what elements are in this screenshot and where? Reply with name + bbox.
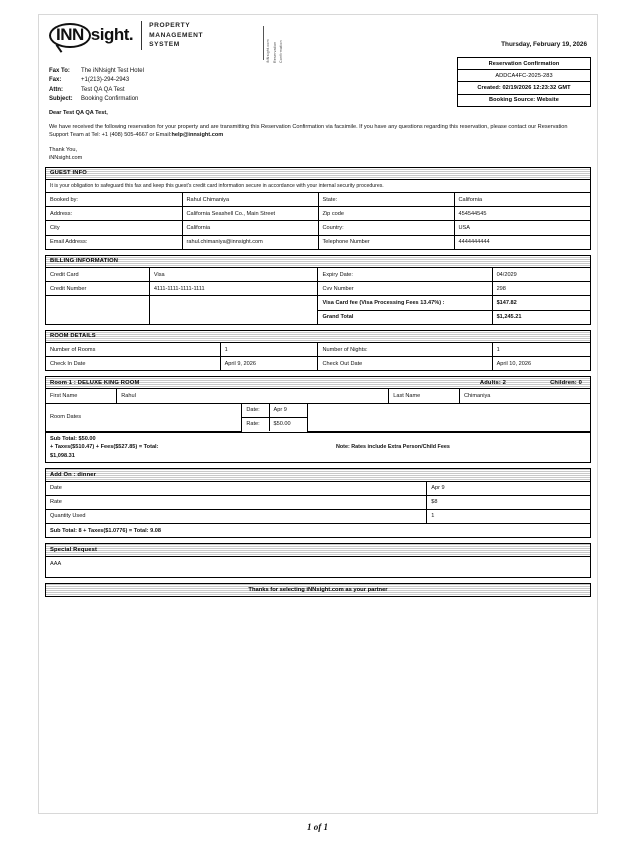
rate-date-value: Apr 9 — [269, 403, 307, 417]
page-number: 1 of 1 — [307, 822, 328, 832]
last-name-label: Last Name — [389, 389, 460, 402]
address-value: California Seashell Co., Main Street — [182, 207, 318, 221]
billing-table — [46, 268, 590, 324]
table-row — [46, 343, 590, 357]
rate-amount-label: Rate: — [242, 417, 269, 431]
signoff-line-2: iNNsight.com — [49, 154, 83, 161]
logo-tagline — [141, 21, 203, 50]
billing-blank-2 — [149, 296, 318, 310]
address-label: Address: — [46, 207, 182, 221]
confirmation-source: Booking Source: Website — [489, 97, 559, 104]
fax-barcode — [263, 23, 319, 65]
num-rooms-value: 1 — [220, 343, 318, 357]
letter-body — [45, 105, 591, 162]
logo-sight-text: sight — [90, 24, 129, 44]
fax-value: +1(213)-294-2943 — [81, 77, 130, 84]
addon-qty-value: 1 — [427, 509, 590, 523]
addon-totals — [46, 523, 590, 537]
num-nights-value: 1 — [492, 343, 590, 357]
telephone-value: 4444444444 — [454, 235, 590, 249]
table-row — [46, 268, 590, 282]
room-1-taxes-fees: + Taxes($510.47) + Fees($527.85) = Total: — [50, 444, 159, 451]
table-row — [46, 509, 590, 523]
special-request-title: Special Request — [50, 547, 98, 554]
room-details-header — [46, 331, 590, 343]
table-row — [46, 296, 590, 310]
addon-date-label: Date — [46, 482, 427, 496]
addon-table — [46, 482, 590, 524]
table-row — [46, 221, 590, 235]
guest-info-title: GUEST INFO — [50, 170, 87, 177]
cvv-value: 298 — [492, 282, 590, 296]
room-details-title: ROOM DETAILS — [50, 333, 96, 340]
credit-number-label: Credit Number — [46, 282, 149, 296]
table-row — [46, 482, 590, 496]
state-value: California — [454, 193, 590, 207]
num-rooms-label: Number of Rooms — [46, 343, 220, 357]
subject-value: Booking Confirmation — [81, 96, 139, 103]
billing-information-section — [45, 255, 591, 325]
addon-header — [46, 469, 590, 481]
city-label: City — [46, 221, 182, 235]
guest-info-header — [46, 168, 590, 180]
first-name-label: First Name — [46, 389, 117, 402]
cvv-label: Cvv Number — [318, 282, 492, 296]
attn-value: Test QA QA Test — [81, 86, 125, 93]
fax-to-value: The iNNsight Test Hotel — [81, 68, 144, 74]
letter-text: We have received the following reservation for your property and are transmitting this Reservation Confirmation via facsimile. If you have any questions regarding this reservation, please contact our Reservation Support Team at Tel: +1 (408) 505-4667 or Email: — [49, 124, 568, 139]
rate-date-label: Date: — [242, 403, 269, 417]
room-details-table — [46, 343, 590, 370]
barcode-label-2: Reservation — [272, 41, 277, 63]
addon-subtotal: Sub Total: 8 + Taxes($1.0776) = Total: 9.08 — [50, 527, 161, 534]
guest-info-table — [46, 193, 590, 249]
letter-greeting: Dear Test QA QA Test, — [49, 109, 108, 116]
table-row — [46, 207, 590, 221]
email-value: rahul.chimaniya@innsight.com — [182, 235, 318, 249]
confirmation-created: Created: 02/19/2026 12:23:32 GMT — [458, 82, 590, 94]
support-email: help@innsight.com — [171, 132, 224, 139]
telephone-label: Telephone Number — [318, 235, 454, 249]
attn-label: Attn: — [49, 86, 63, 93]
tagline-line-2: MANAGEMENT — [149, 31, 204, 39]
credit-card-label: Credit Card — [46, 268, 149, 282]
barcode-line — [263, 26, 264, 60]
innsight-logo — [45, 21, 203, 50]
fax-to-label: Fax To: — [49, 68, 70, 74]
table-row — [46, 193, 590, 207]
letter-signoff — [49, 146, 587, 162]
table-row — [46, 389, 590, 402]
billing-blank-4 — [149, 310, 318, 324]
table-row — [46, 495, 590, 509]
credit-card-value: Visa — [149, 268, 318, 282]
first-name-value: Rahul — [117, 389, 389, 402]
state-label: State: — [318, 193, 454, 207]
checkout-value: April 10, 2026 — [492, 357, 590, 371]
checkin-label: Check In Date — [46, 357, 220, 371]
logo-dot: . — [128, 24, 134, 44]
room-1-subtotal: Sub Total: $50.00 — [50, 436, 96, 443]
room-1-adults: Adults: 2 — [479, 379, 507, 386]
billing-blank-3 — [46, 310, 149, 324]
signoff-line-1: Thank You, — [49, 146, 77, 153]
booked-by-label: Booked by: — [46, 193, 182, 207]
logo-inn-text: INN — [49, 23, 91, 48]
tagline-line-3: SYSTEM — [149, 41, 180, 48]
city-value: California — [182, 221, 318, 235]
tagline-line-1: PROPERTY — [149, 22, 191, 29]
confirmation-title: Reservation Confirmation — [458, 58, 590, 70]
confirmation-number: ADDCA4FC-2025-283 — [458, 70, 590, 82]
credit-number-value: 4111-1111-1111-1111 — [149, 282, 318, 296]
table-row — [46, 310, 590, 324]
zip-value: 454544545 — [454, 207, 590, 221]
expiry-label: Expiry Date: — [318, 268, 492, 282]
footer-thanks-bar: Thanks for selecting iNNsight.com as your partner — [45, 583, 591, 597]
room-1-header — [46, 377, 590, 389]
barcode-label-1: iNNsight.com — [266, 39, 270, 63]
card-fee-value: $147.82 — [492, 296, 590, 310]
special-request-section — [45, 543, 591, 577]
billing-blank-1 — [46, 296, 149, 310]
addon-date-value: Apr 9 — [427, 482, 590, 496]
table-row — [46, 403, 590, 417]
table-row — [46, 235, 590, 249]
num-nights-label: Number of Nights: — [318, 343, 492, 357]
room-1-total: $1,098.31 — [50, 452, 75, 459]
addon-rate-value: $8 — [427, 495, 590, 509]
addon-qty-label: Quantity Used — [46, 509, 427, 523]
expiry-value: 04/2029 — [492, 268, 590, 282]
grand-total-value: $1,245.21 — [492, 310, 590, 324]
country-value: USA — [454, 221, 590, 235]
document-date: Thursday, February 19, 2026 — [501, 41, 587, 48]
special-request-header — [46, 544, 590, 556]
room-1-note: Note: Rates include Extra Person/Child Fees — [336, 444, 450, 451]
special-request-value: AAA — [50, 560, 62, 567]
checkout-label: Check Out Date — [318, 357, 492, 371]
room-1-rates-table — [46, 403, 590, 432]
room-dates-blank — [307, 403, 590, 431]
last-name-value: Chimaniya — [459, 389, 590, 402]
room-details-section — [45, 330, 591, 372]
room-dates-label: Room Dates — [46, 403, 242, 431]
fax-label: Fax: — [49, 77, 62, 84]
country-label: Country: — [318, 221, 454, 235]
addon-title: Add On : dinner — [50, 471, 97, 478]
rate-amount-value: $50.00 — [269, 417, 307, 431]
barcode-label-3: Confirmation — [279, 40, 284, 63]
table-row — [46, 357, 590, 371]
billing-title: BILLING INFORMATION — [50, 258, 119, 265]
subject-label: Subject: — [49, 96, 73, 103]
table-row — [46, 282, 590, 296]
room-1-title: Room 1 : DELUXE KING ROOM — [50, 379, 140, 386]
room-1-children: Children: 0 — [550, 379, 582, 386]
addon-rate-label: Rate — [46, 495, 427, 509]
room-1-guest-table — [46, 389, 590, 402]
letter-paragraph — [49, 123, 587, 140]
reservation-confirmation-box — [457, 57, 591, 107]
email-label: Email Address: — [46, 235, 182, 249]
zip-label: Zip code — [318, 207, 454, 221]
fax-sheet — [38, 14, 598, 814]
room-1-totals — [46, 432, 590, 463]
room-1-section — [45, 376, 591, 463]
billing-header — [46, 256, 590, 268]
checkin-value: April 9, 2026 — [220, 357, 318, 371]
guest-info-notice: It is your obligation to safeguard this fax and keep this guest's credit card information secure in accordance with your internal security procedures. — [46, 180, 590, 193]
booked-by-value: Rahul Chimaniya — [182, 193, 318, 207]
grand-total-label: Grand Total — [318, 310, 492, 324]
addon-section — [45, 468, 591, 538]
guest-info-section — [45, 167, 591, 250]
card-fee-label: Visa Card fee (Visa Processing Fees 13.47%) : — [318, 296, 492, 310]
